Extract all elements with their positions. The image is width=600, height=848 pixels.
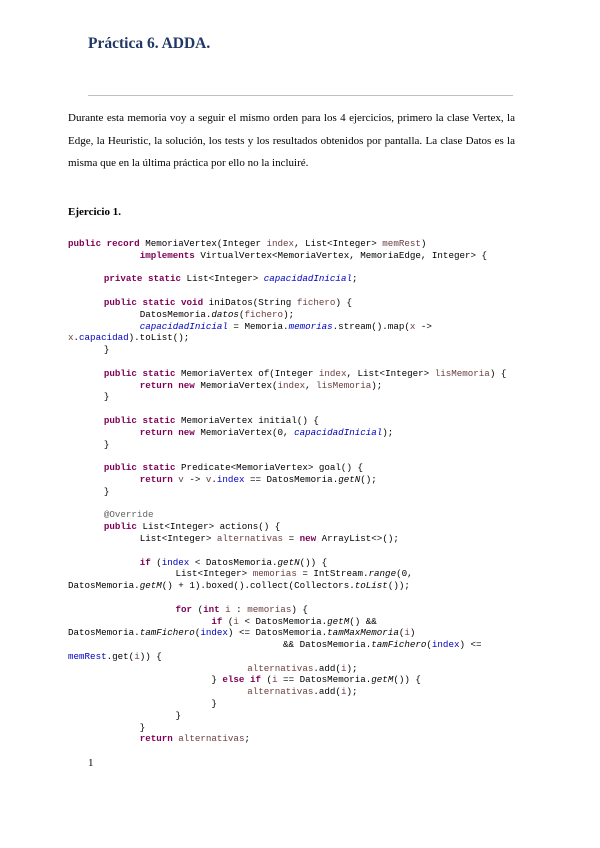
code-token: < DatosMemoria. [238,615,328,627]
code-token [68,509,104,520]
code-token [68,557,140,568]
code-token: getN [277,556,300,568]
code-token: for [175,603,193,615]
code-token: tamFichero [139,627,195,639]
code-token: getM [327,615,350,627]
code-token: return new [139,426,195,438]
code-token: datos [211,308,239,320]
code-line [68,439,506,451]
code-token: .add( [313,686,341,698]
code-token: ) { [291,603,308,615]
code-token: ( [426,639,432,651]
code-line [68,391,506,403]
code-token: ArrayList<>(); [316,532,399,544]
code-line [68,545,506,557]
code-token [68,297,104,308]
code-token: )) { [139,650,162,662]
code-token [68,663,247,674]
code-line [68,604,506,616]
document-title: Práctica 6. ADDA. [88,35,211,52]
code-token: , [305,379,317,391]
code-token: index [161,556,190,568]
code-token: } [68,674,223,686]
code-token: = Memoria. [227,320,289,332]
code-line [68,474,506,486]
code-token: capacidadInicial [294,426,383,438]
code-line [68,380,506,392]
code-token: .add( [313,662,341,674]
code-line [68,616,506,628]
code-token: v [205,473,212,485]
code-line [68,250,506,262]
code-line [68,427,506,439]
code-line [68,309,506,321]
code-token [68,733,140,744]
code-line [68,557,506,569]
code-token: MemoriaVertex(0, [194,426,295,438]
code-token: index [266,238,295,249]
code-token: alternativas [178,733,245,745]
code-line [68,663,506,675]
code-token: i [225,603,231,615]
code-token: . [211,473,217,485]
code-line [68,710,506,722]
code-token: public record [68,238,140,249]
code-token: range [368,568,397,580]
code-token: ); [283,308,295,320]
code-line [68,498,506,510]
code-line [68,686,506,698]
code-token: DatosMemoria. [68,308,212,320]
code-token: < DatosMemoria. [189,556,278,568]
code-token: public static [103,462,176,474]
code-token: return new [139,379,195,391]
code-token: lisMemoria [434,367,490,379]
code-token: : [230,603,248,615]
code-token: ) { [489,367,507,379]
code-token: index [216,473,245,485]
code-token: List<Integer> [68,568,253,580]
code-token: capacidadInicial [139,320,228,332]
code-token: private static [103,273,182,285]
code-line [68,415,506,427]
code-line [68,368,506,380]
code-line [68,627,506,639]
code-line [68,674,506,686]
code-token: memRest [68,650,107,662]
code-token: i [134,650,140,662]
code-token: i [340,662,347,674]
code-token: } [68,709,182,721]
code-line [68,639,506,651]
code-line [68,580,506,592]
code-token: ( [192,603,204,615]
code-token: fichero [296,296,336,308]
code-line [68,462,506,474]
code-token: List<Integer> [68,532,217,544]
code-line [68,356,506,368]
code-token: ) [420,238,427,249]
code-token: fichero [244,308,284,320]
code-token: ) <= [459,639,482,651]
code-token: x [68,332,74,344]
code-token: index [431,639,460,651]
code-line [68,450,506,462]
code-token: List<Integer> [181,273,264,285]
code-token: MemoriaVertex of(Integer [175,367,319,379]
code-token: MemoriaVertex( [194,379,278,391]
code-token: ).toList(); [128,332,190,344]
code-token: ()); [387,580,410,592]
code-token: return [139,473,173,485]
code-token: getM [139,580,162,592]
code-token: ) <= DatosMemoria. [227,627,328,639]
page-number: 1 [88,757,94,769]
code-token: ( [222,615,234,627]
code-token: memorias [247,603,292,615]
code-token: else if [222,674,261,686]
code-block [68,238,506,745]
code-line [68,486,506,498]
code-token: } [68,698,217,710]
code-token: = IntStream. [296,568,369,580]
code-token: , List<Integer> [346,367,435,379]
code-token: toList [354,580,388,592]
code-token: ); [346,662,358,674]
code-line [68,533,506,545]
code-token: ); [382,426,394,438]
code-token: -> [415,320,432,332]
code-token: ( [194,627,201,639]
code-token: alternativas [247,662,314,674]
code-token: tamFichero [371,639,427,651]
code-token [68,427,140,438]
code-line [68,285,506,297]
code-token: x [409,320,416,332]
code-token: .get( [106,650,135,662]
code-token: VirtualVertex<MemoriaVertex, MemoriaEdge, Integer> { [194,249,488,261]
code-line [68,238,506,250]
code-token [68,474,140,485]
code-token: ); [346,686,358,698]
section-heading: Ejercicio 1. [68,206,121,218]
code-token: . [73,332,80,344]
code-token: lisMemoria [316,379,372,391]
code-token: getM [371,674,394,686]
code-token: DatosMemoria. [68,580,140,592]
code-token: } [68,721,146,733]
code-token: MemoriaVertex(Integer [139,238,267,249]
code-token: = [283,532,300,544]
code-token: capacidadInicial [263,273,352,285]
code-token: (); [360,473,377,485]
code-token: } [68,344,110,356]
code-line [68,344,506,356]
code-token [68,368,104,379]
code-token: i [272,674,278,686]
code-token: ); [371,379,383,391]
code-token: index [200,627,228,639]
code-token [68,616,211,627]
code-token: () && [349,615,377,627]
code-line [68,592,506,604]
code-token: i [340,686,347,698]
code-token: implements [139,249,195,261]
code-line [68,521,506,533]
code-token: (0, [396,568,413,580]
code-line [68,509,506,521]
code-token: public static void [103,296,204,308]
code-token: } [68,438,110,450]
code-token [68,686,247,697]
code-token: iniDatos(String [203,296,297,308]
code-token: public [103,521,137,533]
code-token: if [139,556,151,568]
code-token: if [211,615,223,627]
code-token: ()) { [299,556,328,568]
code-token: () + 1).boxed().collect(Collectors. [161,580,355,592]
code-token: memorias [288,320,333,332]
code-token: public static [103,367,176,379]
code-token: ()) { [393,674,421,686]
code-line [68,733,506,745]
code-token: } [68,391,110,403]
intro-paragraph: Durante esta memoria voy a seguir el mismo orden para los 4 ejercicios, primero la clase Vertex, la Edge, la Heuristic, la solución, los tests y los resultados obtenidos por pantalla. La clase Datos es la misma que en la última práctica por ello no la incluiré. [68,112,515,169]
code-token: == DatosMemoria. [277,674,372,686]
code-token [68,462,104,473]
code-token: memRest [382,238,421,249]
code-token: index [277,379,306,391]
code-token: List<Integer> actions() { [136,521,281,533]
code-line [68,297,506,309]
code-token: index [318,367,347,379]
code-token: v [178,473,184,485]
code-token: == DatosMemoria. [244,473,339,485]
code-line [68,698,506,710]
code-token: public static [103,414,176,426]
code-token: memorias [252,568,297,580]
code-token: @Override [103,509,154,521]
code-line [68,568,506,580]
code-token [68,604,176,615]
code-token [68,415,104,426]
code-token: int [203,603,220,615]
code-token: Predicate<MemoriaVertex> goal() { [175,462,363,474]
code-token: , List<Integer> [294,238,383,249]
code-token: -> [183,473,206,485]
code-token [68,273,104,284]
code-token: ; [351,273,358,285]
code-line [68,262,506,274]
code-token: && DatosMemoria. [68,639,372,651]
code-token: ( [261,674,273,686]
code-token: i [404,627,410,639]
code-token: ) { [335,296,352,308]
code-token [68,250,140,261]
code-token: tamMaxMemoria [327,627,399,639]
code-token: new [299,532,317,544]
code-token: return [139,733,173,745]
code-token: getN [338,473,361,485]
code-token: ) [409,627,416,639]
title-divider [88,95,513,96]
code-token: i [233,615,239,627]
code-token: .stream().map( [332,320,410,332]
code-token: ( [398,627,405,639]
code-token: ; [244,733,250,745]
code-token: ( [150,556,162,568]
code-token: alternativas [216,532,284,544]
code-line [68,651,506,663]
code-token: alternativas [247,686,314,698]
code-token: ( [238,308,245,320]
code-line [68,722,506,734]
code-token: } [68,485,110,497]
code-token [68,521,104,532]
code-token: MemoriaVertex initial() { [175,414,319,426]
code-token [68,380,140,391]
code-line [68,273,506,285]
code-line [68,332,506,344]
code-token [68,321,140,332]
code-token: DatosMemoria. [68,627,140,639]
code-line [68,403,506,415]
code-line [68,321,506,333]
code-token: capacidad [79,332,129,344]
